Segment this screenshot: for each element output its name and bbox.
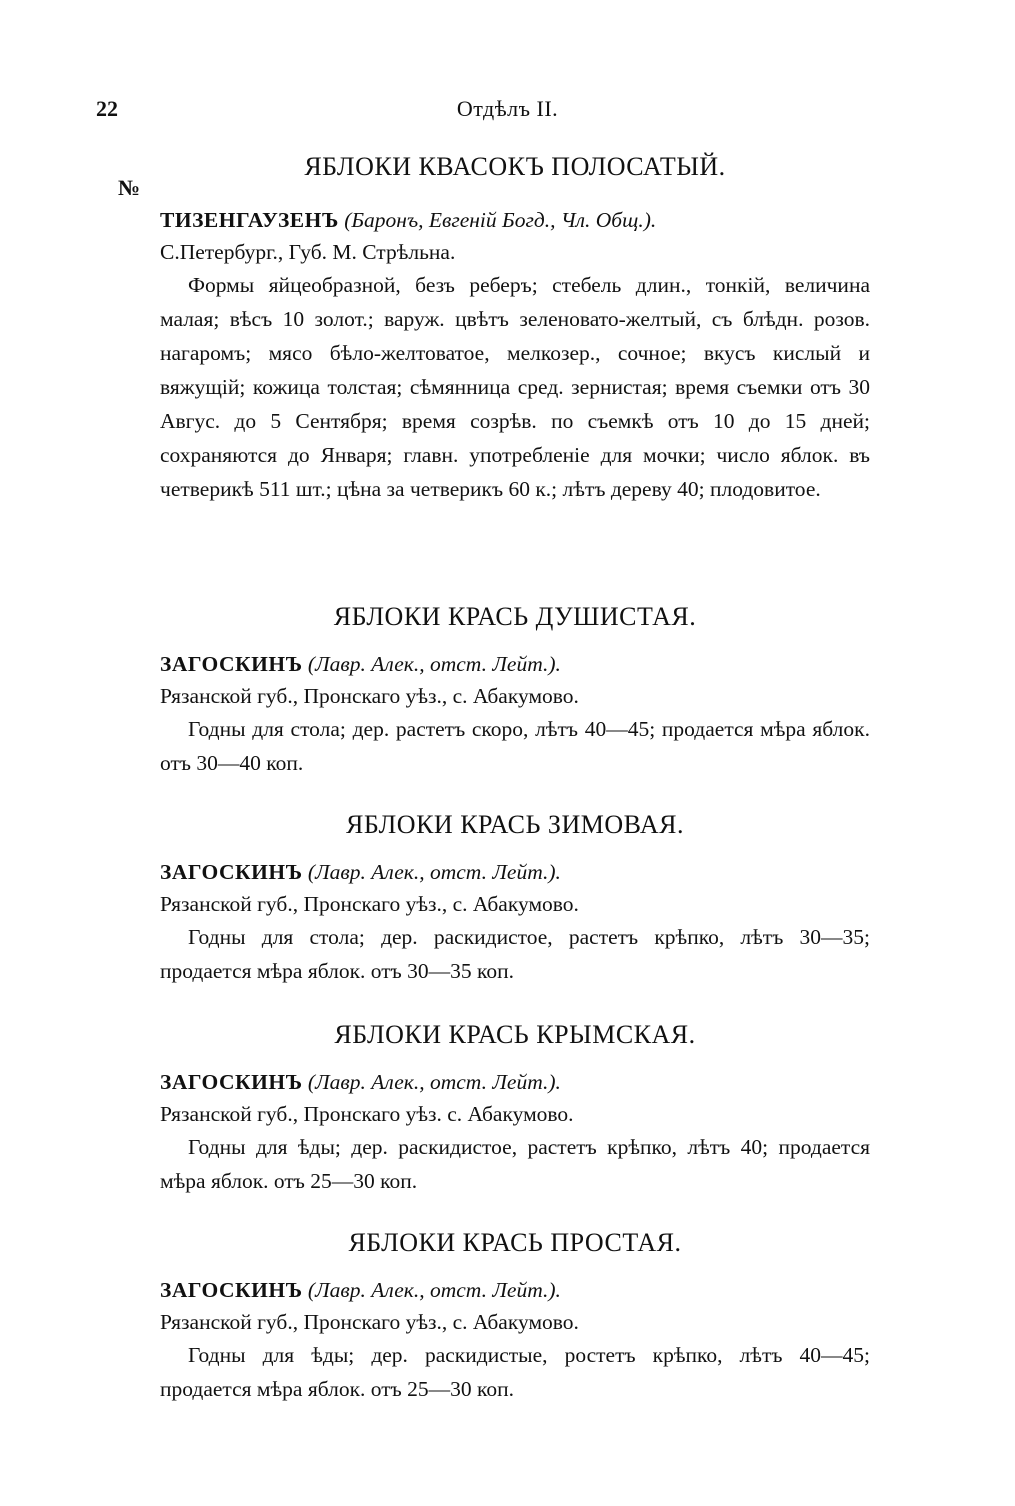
author-name: ЗАГОСКИНЪ — [160, 1278, 303, 1302]
author-details: (Лавр. Алек., отст. Лейт.). — [307, 860, 561, 884]
location: С.Петербург., Губ. М. Стрѣльна. — [160, 240, 456, 264]
description: Годны для ѣды; дер. раскидистые, ростетъ крѣпко, лѣтъ 40—45; продается мѣра яблок. отъ 25—30 коп. — [160, 1343, 870, 1401]
entry-title: ЯБЛОКИ КРАСЬ КРЫМСКАЯ. — [334, 1020, 696, 1049]
author-line — [160, 1274, 870, 1306]
number-sign: № — [118, 175, 141, 200]
entry-kras-krymskaya — [160, 1020, 870, 1198]
entry-title: ЯБЛОКИ КРАСЬ ДУШИСТАЯ. — [333, 602, 697, 631]
description: Годны для стола; дер. растетъ скоро, лѣтъ 40—45; продается мѣра яблок. отъ 30—40 коп. — [160, 717, 870, 775]
entry-title: ЯБЛОКИ КВАСОКЪ ПОЛОСАТЫЙ. — [304, 152, 726, 181]
author-name: ТИЗЕНГАУЗЕНЪ — [160, 208, 339, 232]
author-line — [160, 856, 870, 888]
author-details: (Лавр. Алек., отст. Лейт.). — [307, 652, 561, 676]
location: Рязанской губ., Пронскаго уѣз., с. Абакумово. — [160, 684, 579, 708]
entry-title: ЯБЛОКИ КРАСЬ ЗИМОВАЯ. — [346, 810, 684, 839]
entry-kras-dushistaya — [160, 602, 870, 780]
author-line — [160, 204, 870, 236]
entry-title: ЯБЛОКИ КРАСЬ ПРОСТАЯ. — [348, 1228, 682, 1257]
entry-kras-zimovaya — [160, 810, 870, 988]
author-details: (Лавр. Алек., отст. Лейт.). — [307, 1070, 561, 1094]
author-name: ЗАГОСКИНЪ — [160, 860, 303, 884]
entry-kvasok-polosaty — [160, 152, 870, 506]
author-line — [160, 1066, 870, 1098]
entry-kras-prostaya — [160, 1228, 870, 1406]
description: Годны для стола; дер. раскидистое, растетъ крѣпко, лѣтъ 30—35; продается мѣра яблок. отъ 30—35 коп. — [160, 925, 870, 983]
location: Рязанской губ., Пронскаго уѣз., с. Абакумово. — [160, 892, 579, 916]
location: Рязанской губ., Пронскаго уѣз., с. Абакумово. — [160, 1310, 579, 1334]
location: Рязанской губ., Пронскаго уѣз. с. Абакумово. — [160, 1102, 574, 1126]
running-head: Отдѣлъ II. — [456, 96, 559, 121]
author-name: ЗАГОСКИНЪ — [160, 652, 303, 676]
author-details: (Баронъ, Евгеній Богд., Чл. Общ.). — [344, 208, 657, 232]
author-line — [160, 648, 870, 680]
page-number: 22 — [96, 96, 118, 121]
author-name: ЗАГОСКИНЪ — [160, 1070, 303, 1094]
author-details: (Лавр. Алек., отст. Лейт.). — [307, 1278, 561, 1302]
description: Формы яйцеобразной, безъ реберъ; стебель длин., тонкій, величина малая; вѣсъ 10 золот.; варуж. цвѣтъ зеленовато-желтый, съ блѣдн. розов. нагаромъ; мясо бѣло-желтоватое, мелкозер., сочное; вкусъ кислый и вяжущій; кожица толстая; сѣмянница сред. зернистая; время съемки отъ 30 Авгус. до 5 Сентября; время созрѣв. по съемкѣ отъ 10 до 15 дней; сохраняются до Января; главн. употребленіе для мочки; число яблок. въ четверикѣ 511 шт.; цѣна за четверикъ 60 к.; лѣтъ дереву 40; плодовитое. — [160, 273, 870, 501]
description: Годны для ѣды; дер. раскидистое, растетъ крѣпко, лѣтъ 40; продается мѣра яблок. отъ 25—30 коп. — [160, 1135, 870, 1193]
